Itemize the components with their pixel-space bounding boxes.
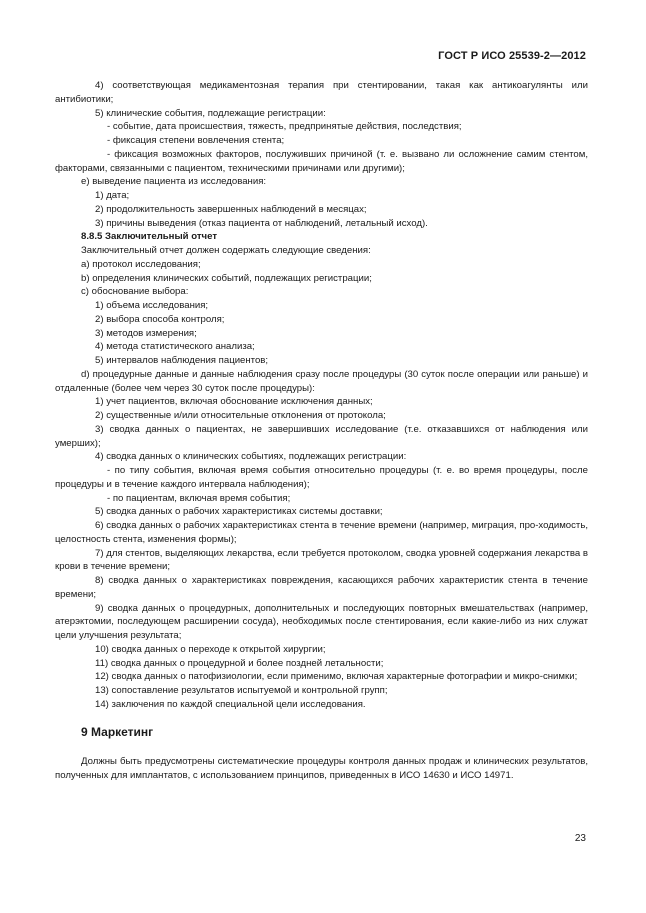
list-item: 14) заключения по каждой специальной цели исследования.: [95, 698, 366, 710]
list-item: 11) сводка данных о процедурной и более поздней летальности;: [95, 657, 384, 669]
list-item: - фиксация возможных факторов, послуживших причиной (т. е. вызвано ли осложнение самим стентом, факторами, связанными с пациентом, техническими причинами или другими);: [55, 148, 588, 174]
list-item: 6) сводка данных о рабочих характеристиках стента в течение времени (например, миграция, про-ходимость, целостность стента, изменения формы);: [55, 520, 588, 545]
list-item: 10) сводка данных о переходе к открытой хирургии;: [95, 643, 326, 655]
list-item: - по типу события, включая время события относительно процедуры (т. е. во время процедуры, после процедуры и в течение каждого интервала наблюдения);: [55, 465, 588, 490]
list-item: 2) существенные и/или относительные отклонения от протокола;: [95, 410, 386, 421]
list-item: a) протокол исследования;: [81, 258, 201, 270]
list-item: 5) клинические события, подлежащие регистрации:: [95, 107, 326, 119]
list-item: 13) сопоставление результатов испытуемой и контрольной групп;: [95, 685, 388, 696]
list-item: 5) сводка данных о рабочих характеристиках системы доставки;: [95, 506, 383, 518]
list-item: c) обоснование выбора:: [81, 286, 189, 298]
list-item: 9) сводка данных о процедурных, дополнительных и последующих повторных вмешательствах (например, атерэктомии, последующем расширении сосуда), необходимых после стентирования, если какие-либо из них служат цели улучшения результата;: [55, 602, 588, 641]
list-item: 5) интервалов наблюдения пациентов;: [95, 355, 269, 366]
list-item: 1) объема исследования;: [95, 300, 209, 311]
list-item: d) процедурные данные и данные наблюдения сразу после процедуры (30 суток после операции или раньше) и отдаленные (более чем через 30 суток после процедуры):: [55, 368, 588, 394]
list-item: 12) сводка данных о патофизиологии, если применимо, включая характерные фотографии и микро-снимки;: [95, 671, 578, 683]
list-item: b) определения клинических событий, подлежащих регистрации;: [81, 272, 372, 284]
page-number: 23: [574, 833, 586, 844]
list-item: 1) учет пациентов, включая обоснование исключения данных;: [95, 396, 373, 408]
list-item: 3) сводка данных о пациентах, не завершивших исследование (т.е. отказавшихся от наблюдения или умерших);: [55, 423, 588, 449]
section-heading-8-8-5: 8.8.5 Заключительный отчет: [81, 231, 218, 243]
document-header: ГОСТ Р ИСО 25539-2—2012: [438, 50, 586, 62]
list-item: 4) соответствующая медикаментозная терапия при стентировании, такая как антикоагулянты или антибиотики;: [55, 80, 588, 105]
section-heading-9: 9 Маркетинг: [81, 724, 154, 739]
paragraph: Должны быть предусмотрены систематические процедуры контроля данных продаж и клинических результатов, полученных для имплантатов, с использованием принципов, приведенных в ИСО 14630 и ИСО 14971.: [55, 756, 588, 781]
list-item: е) выведение пациента из исследования:: [81, 176, 267, 188]
list-item: 8) сводка данных о характеристиках повреждения, касающихся рабочих характеристик стента в течение времени;: [55, 575, 588, 600]
list-item: - событие, дата происшествия, тяжесть, предпринятые действия, последствия;: [107, 121, 462, 133]
list-item: 4) метода статистического анализа;: [95, 341, 255, 353]
list-item: 1) дата;: [95, 190, 130, 201]
list-item: 2) продолжительность завершенных наблюдений в месяцах;: [95, 203, 367, 215]
paragraph: Заключительный отчет должен содержать следующие сведения:: [81, 245, 371, 256]
list-item: 4) сводка данных о клинических событиях, подлежащих регистрации:: [95, 451, 407, 463]
list-item: 7) для стентов, выделяющих лекарства, если требуется протоколом, сводка уровней содержания лекарства в крови в течение времени;: [55, 547, 588, 573]
document-body: [55, 79, 588, 783]
list-item: 3) причины выведения (отказ пациента от наблюдений, летальный исход).: [95, 217, 428, 229]
list-item: 3) методов измерения;: [95, 327, 197, 339]
list-item: - фиксация степени вовлечения стента;: [107, 135, 285, 146]
list-item: - по пациентам, включая время события;: [107, 492, 291, 504]
list-item: 2) выбора способа контроля;: [95, 313, 225, 325]
